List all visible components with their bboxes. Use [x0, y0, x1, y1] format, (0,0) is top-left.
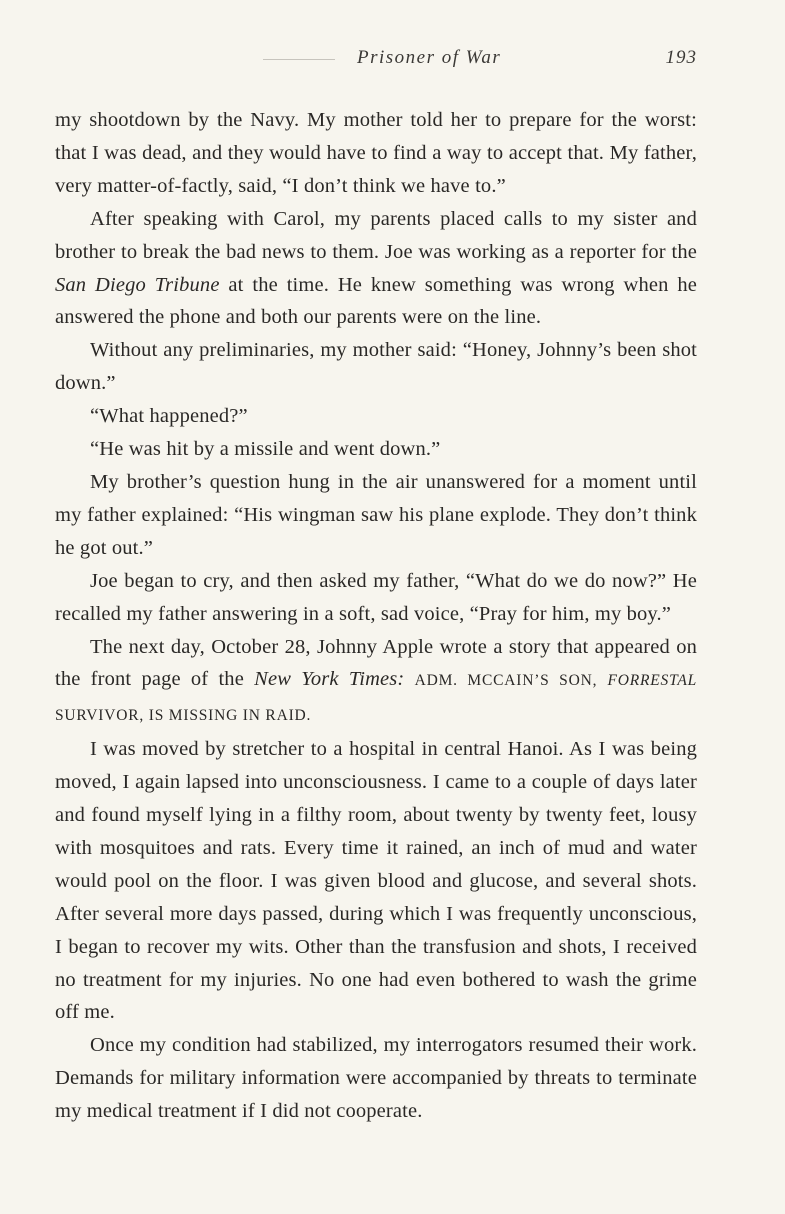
- text-segment: Once my condition had stabilized, my interrogators resumed their work. Demands for military information were accompanied by threats to terminate my medical treatment if I did not cooperate.: [55, 1034, 697, 1123]
- text-segment: The next day, October 28, Johnny Apple wrote a story that appeared on the front page of the: [55, 635, 697, 691]
- paragraph-5: [55, 433, 697, 466]
- page-number: 193: [665, 47, 697, 68]
- paragraph-10: [55, 1029, 697, 1128]
- text-segment: [404, 668, 414, 690]
- text-segment: my shootdown by the Navy. My mother told her to prepare for the worst: that I was dead, and they would have to find a way to accept that. My father, very matter-of-factly, said, “I don’t think we have to.”: [55, 109, 697, 197]
- header-rule: [263, 59, 335, 60]
- italic-text: New York Times:: [254, 668, 405, 691]
- text-segment: “He was hit by a missile and went down.”: [90, 438, 441, 461]
- text-segment: After speaking with Carol, my parents placed calls to my sister and brother to break the bad news to them. Joe was working as a reporter for the: [55, 207, 697, 263]
- running-header: [55, 45, 697, 75]
- headline-text: SURVIVOR, IS MISSING IN RAID.: [55, 707, 312, 725]
- text-segment: My brother’s question hung in the air unanswered for a moment until my father explained: “His wingman saw his plane explode. They don’t think he got out.”: [55, 470, 697, 559]
- text-segment: Joe began to cry, and then asked my father, “What do we do now?” He recalled my father answering in a soft, sad voice, “Pray for him, my boy.”: [55, 569, 697, 625]
- text-segment: “What happened?”: [90, 405, 248, 428]
- paragraph-7: [55, 565, 697, 631]
- text-segment: [597, 668, 607, 690]
- paragraph-8: [55, 631, 697, 734]
- paragraph-2: [55, 203, 697, 335]
- text-segment: I was moved by stretcher to a hospital in central Hanoi. As I was being moved, I again lapsed into unconsciousness. I came to a couple of days later and found myself lying in a filthy room, about twenty by twenty feet, lousy with mosquitoes and rats. Every time it rained, an inch of mud and water would pool on the floor. I was given blood and glucose, and several shots. After several more days passed, during which I was frequently unconscious, I began to recover my wits. Other than the transfusion and shots, I received no treatment for my injuries. No one had even bothered to wash the grime off me.: [55, 738, 697, 1024]
- text-segment: at the time. He knew something was wrong when he answered the phone and both our parents were on the line.: [55, 273, 697, 329]
- paragraph-9: [55, 733, 697, 1029]
- paragraph-1: [55, 104, 697, 203]
- italic-text: San Diego Tribune: [55, 273, 220, 296]
- ship-name: FORRESTAL: [607, 672, 698, 690]
- paragraph-4: [55, 400, 697, 433]
- text-segment: Without any preliminaries, my mother said: “Honey, Johnny’s been shot down.”: [55, 339, 697, 395]
- running-title: Prisoner of War: [357, 47, 502, 68]
- headline-text: ADM. MCCAIN’S SON,: [414, 672, 598, 690]
- paragraph-6: [55, 466, 697, 565]
- paragraph-3: [55, 334, 697, 400]
- body-text: [55, 104, 697, 1128]
